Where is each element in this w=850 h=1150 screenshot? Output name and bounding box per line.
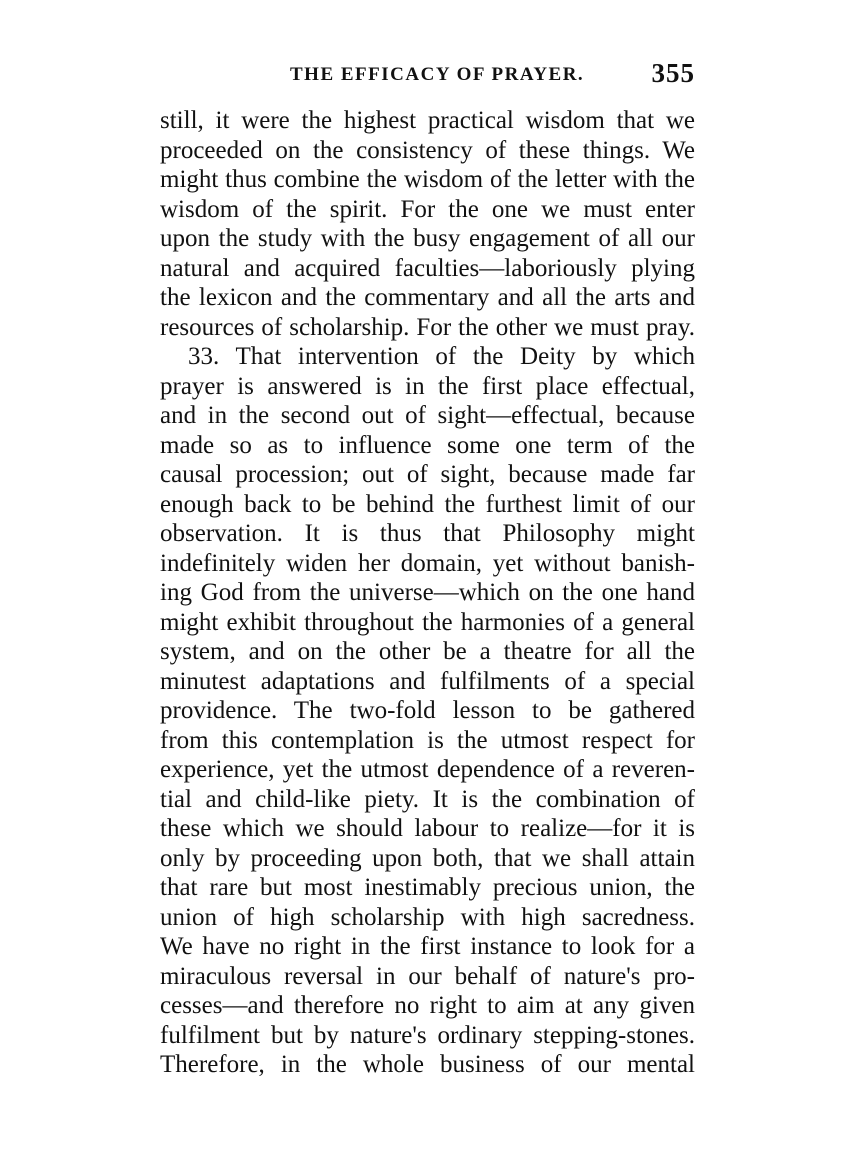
text-line: made so as to influence some one term of the (160, 431, 695, 459)
text-line: Therefore, in the whole business of our mental (160, 1051, 695, 1078)
text-line: indefinitely widen her domain, yet without banish- (160, 549, 695, 577)
text-line: only by proceeding upon both, that we shall attain (160, 844, 695, 872)
text-line: from this contemplation is the utmost respect for (160, 726, 695, 754)
text-line: ing God from the universe—which on the one hand (160, 579, 695, 606)
text-line: proceeded on the consistency of these things. We (160, 136, 695, 164)
text-line: minutest adaptations and fulfilments of a special (160, 667, 695, 695)
running-title: THE EFFICACY OF PRAYER. (290, 64, 585, 85)
text-line: prayer is answered is in the first place effectual, (160, 372, 695, 400)
text-line: these which we should labour to realize—for it is (160, 815, 695, 842)
text-line: might exhibit throughout the harmonies of a general (160, 608, 695, 636)
text-line: might thus combine the wisdom of the letter with the (160, 166, 695, 193)
body-text (160, 106, 695, 1080)
text-line: tial and child-like piety. It is the combination of (160, 785, 695, 813)
running-head (160, 58, 695, 92)
text-line: providence. The two-fold lesson to be gathered (160, 697, 695, 724)
text-line: that rare but most inestimably precious union, the (160, 874, 695, 901)
text-line: experience, yet the utmost dependence of a reveren- (160, 756, 695, 783)
text-line: observation. It is thus that Philosophy might (160, 520, 695, 547)
text-line: the lexicon and the commentary and all the arts and (160, 284, 695, 311)
text-line: upon the study with the busy engagement of all our (160, 225, 695, 252)
paragraph-start-line: 33. That intervention of the Deity by which (188, 343, 695, 370)
text-line: union of high scholarship with high sacredness. (160, 903, 695, 931)
text-line: miraculous reversal in our behalf of nature's pro- (160, 962, 695, 990)
text-line: wisdom of the spirit. For the one we must enter (160, 195, 695, 223)
text-line: fulfilment but by nature's ordinary stepping-stones. (160, 1021, 695, 1049)
text-line: causal procession; out of sight, because made far (160, 461, 695, 488)
text-line: natural and acquired faculties—laboriously plying (160, 254, 695, 282)
text-line: We have no right in the first instance to look for a (160, 933, 695, 960)
text-line: and in the second out of sight—effectual, because (160, 402, 695, 429)
text-line: enough back to be behind the furthest limit of our (160, 490, 695, 518)
text-line: system, and on the other be a theatre for all the (160, 638, 695, 665)
text-line: resources of scholarship. For the other we must pray. (160, 313, 695, 341)
page-number: 355 (651, 58, 695, 88)
text-line: still, it were the highest practical wisdom that we (160, 107, 695, 134)
text-line: cesses—and therefore no right to aim at any given (160, 992, 695, 1019)
